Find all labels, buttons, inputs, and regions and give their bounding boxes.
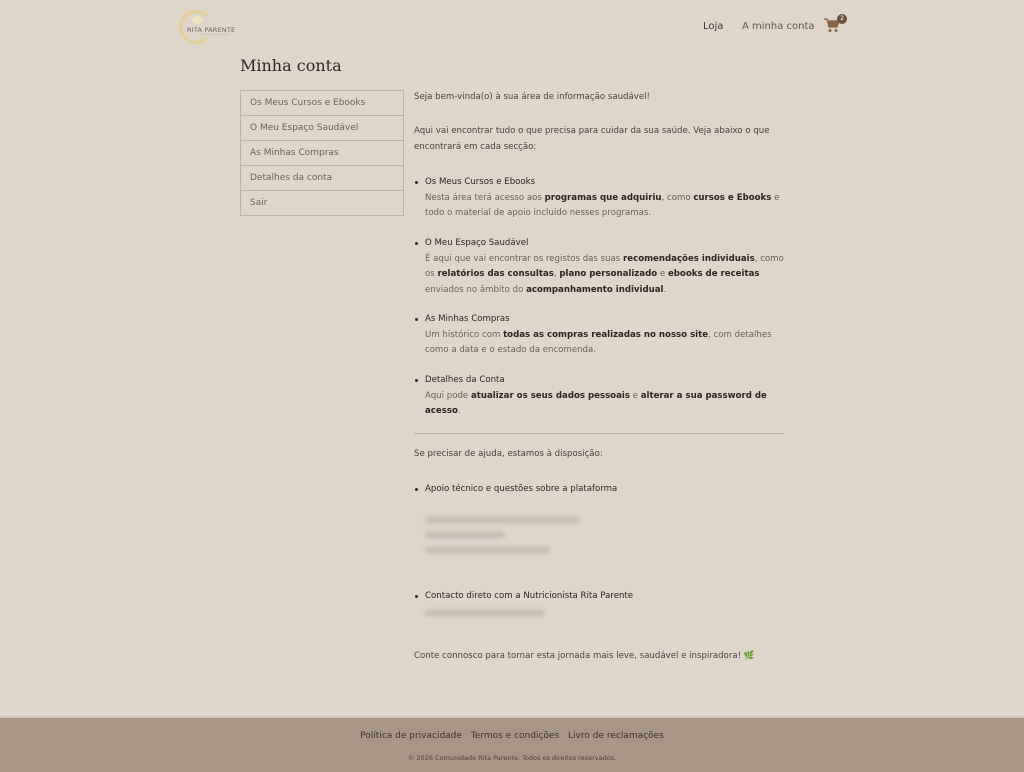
account-navigation <box>240 90 404 216</box>
cart-count-badge: 2 <box>837 14 847 24</box>
logo-tagline <box>199 34 229 35</box>
support-contact <box>414 482 784 553</box>
logo-text: RITA PARENTE <box>187 26 236 34</box>
support-phone-redacted <box>425 532 505 538</box>
intro-text: Aqui vai encontrar tudo o que precisa para cuidar da sua saúde. Veja abaixo o que encontrará em cada secção: <box>414 126 770 152</box>
direct-contact <box>414 589 784 616</box>
sidebar-item-account-details[interactable]: Detalhes da conta <box>241 166 403 191</box>
section-healthy-space <box>414 236 784 298</box>
footer-link-terms[interactable]: Termos e condições <box>470 731 560 741</box>
footer-link-privacy[interactable]: Política de privacidade <box>360 731 462 741</box>
direct-contact-email-redacted[interactable] <box>425 610 545 616</box>
nav-link-shop[interactable]: Loja <box>703 21 724 32</box>
content-divider <box>414 433 784 434</box>
nav-link-account[interactable]: A minha conta <box>742 21 815 32</box>
section-account-details <box>414 373 784 420</box>
sidebar-item-healthy-space[interactable]: O Meu Espaço Saudável <box>241 116 403 141</box>
section-description: É aqui que vai encontrar os registos das suas recomendações individuais, como os relatórios das consultas, plano personalizado e ebooks de receitas enviados no âmbito do acompanhamento individual. <box>425 253 784 295</box>
section-title: As Minhas Compras <box>414 312 784 328</box>
sidebar-item-courses-ebooks[interactable]: Os Meus Cursos e Ebooks <box>241 91 403 116</box>
section-title: O Meu Espaço Saudável <box>414 236 784 252</box>
site-header <box>0 0 1024 56</box>
support-email-redacted[interactable] <box>425 547 550 553</box>
section-description: Aqui pode atualizar os seus dados pessoais e alterar a sua password de acesso. <box>425 390 767 416</box>
support-name-redacted <box>425 517 580 523</box>
section-description: Nesta área terá acesso aos programas que adquiriu, como cursos e Ebooks e todo o material de apoio incluído nesses programas. <box>425 192 780 218</box>
support-title: Apoio técnico e questões sobre a plataforma <box>414 482 784 498</box>
welcome-text: Seja bem-vinda(o) à sua área de informação saudável! <box>414 92 650 102</box>
footer-link-complaints-book[interactable]: Livro de reclamações <box>568 731 664 741</box>
section-description: Um histórico com todas as compras realizadas no nosso site, com detalhes como a data e o estado da encomenda. <box>425 329 772 355</box>
footer-links <box>0 731 1024 741</box>
section-purchases <box>414 312 784 359</box>
sidebar-item-logout[interactable]: Sair <box>241 191 403 216</box>
direct-contact-title: Contacto direto com a Nutricionista Rita Parente <box>414 589 784 605</box>
section-title: Os Meus Cursos e Ebooks <box>414 175 784 191</box>
page-title: Minha conta <box>240 56 342 75</box>
section-courses-ebooks <box>414 175 784 222</box>
section-title: Detalhes da Conta <box>414 373 784 389</box>
logo[interactable] <box>179 8 239 46</box>
logo-flower-icon <box>192 16 202 24</box>
closing-text: Conte connosco para tornar esta jornada mais leve, saudável e inspiradora! 🌿 <box>414 651 755 661</box>
copyright-text: © 2026 Comunidade Rita Parente. Todos os direitos reservados. <box>407 754 617 762</box>
site-footer <box>0 716 1024 772</box>
sidebar-item-purchases[interactable]: As Minhas Compras <box>241 141 403 166</box>
help-intro-text: Se precisar de ajuda, estamos à disposição: <box>414 449 603 459</box>
